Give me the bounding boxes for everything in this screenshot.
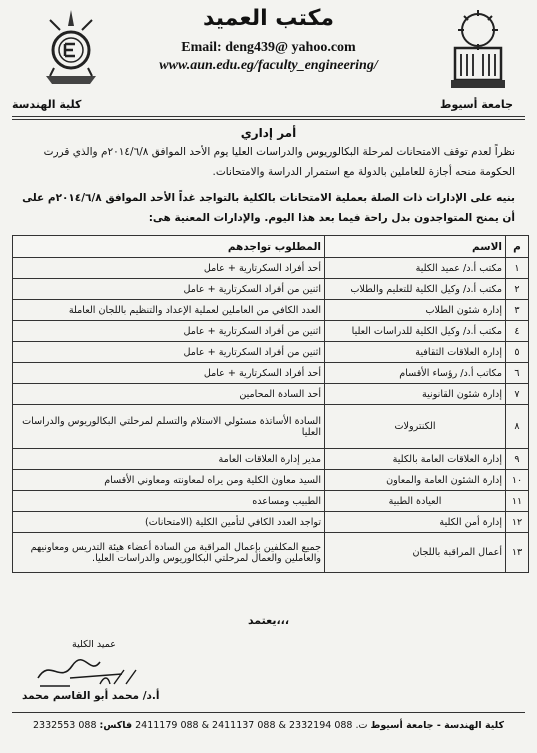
header-required: المطلوب تواجدهم bbox=[13, 236, 325, 258]
footer-divider bbox=[12, 712, 525, 713]
closing-text: يعتمد،،، bbox=[247, 614, 290, 627]
intro-paragraph: نظراً لعدم توقف الامتحانات لمرحلة البكالوريوس والدراسات العليا يوم الأحد الموافق ٢٠١٤/٦/٨م والذي قررت الحكومة منحه أجازة للعاملين بالدولة مع استمرار الدراسة والامتحانات. bbox=[43, 146, 515, 178]
row-required: اثنين من أفراد السكرتارية + عامل bbox=[13, 279, 325, 300]
table-row bbox=[13, 449, 529, 470]
row-name: إدارة الشئون العامة والمعاون bbox=[325, 470, 506, 491]
row-num: ٥ bbox=[506, 342, 529, 363]
row-num: ١ bbox=[506, 258, 529, 279]
row-required: أحد أفراد السكرتارية + عامل bbox=[13, 258, 325, 279]
row-num: ٤ bbox=[506, 321, 529, 342]
footer-fax-label: فاكس: bbox=[99, 720, 133, 731]
row-required: السيد معاون الكلية ومن يراه لمعاونته ومعاوني الأقسام bbox=[13, 470, 325, 491]
row-num: ١١ bbox=[506, 491, 529, 512]
row-required: اثنين من أفراد السكرتارية + عامل bbox=[13, 342, 325, 363]
row-num: ١٢ bbox=[506, 512, 529, 533]
row-required: أحد السادة المحامين bbox=[13, 384, 325, 405]
office-title: مكتب العميد bbox=[202, 6, 334, 31]
table-row bbox=[13, 470, 529, 491]
table-row bbox=[13, 405, 529, 449]
row-required: اثنين من أفراد السكرتارية + عامل bbox=[13, 321, 325, 342]
row-num: ٣ bbox=[506, 300, 529, 321]
row-num: ٦ bbox=[506, 363, 529, 384]
header-name: الاسم bbox=[325, 236, 506, 258]
table-row bbox=[13, 384, 529, 405]
row-name: مكتب أ.د/ وكيل الكلية للدراسات العليا bbox=[325, 321, 506, 342]
table-row bbox=[13, 279, 529, 300]
row-required: مدير إدارة العلاقات العامة bbox=[13, 449, 325, 470]
table-row bbox=[13, 321, 529, 342]
dean-label: عميد الكلية bbox=[72, 639, 116, 650]
row-name: إدارة العلاقات الثقافية bbox=[325, 342, 506, 363]
faculty-label: كلية الهندسة bbox=[12, 98, 82, 111]
row-required: جميع المكلفين بإعمال المراقبة من السادة أعضاء هيئة التدريس ومعاونيهم والعاملين والعمال لمرحلتي البكالوريوس والدراسات العليا. bbox=[13, 533, 325, 573]
row-num: ١٠ bbox=[506, 470, 529, 491]
row-required: السادة الأساتذة مسئولي الاستلام والتسلم لمرحلتي البكالوريوس والدراسات العليا bbox=[13, 405, 325, 449]
header-divider bbox=[12, 116, 525, 117]
row-name: أعمال المراقبة باللجان bbox=[325, 533, 506, 573]
table-row bbox=[13, 363, 529, 384]
row-name: إدارة شئون الطلاب bbox=[325, 300, 506, 321]
row-num: ٨ bbox=[506, 405, 529, 449]
row-required: تواجد العدد الكافي لتأمين الكلية (الامتحانات) bbox=[13, 512, 325, 533]
footer-faculty: كلية الهندسة - جامعة أسيوط bbox=[370, 720, 504, 731]
table-row bbox=[13, 491, 529, 512]
table-row bbox=[13, 512, 529, 533]
row-required: الطبيب ومساعده bbox=[13, 491, 325, 512]
table-row bbox=[13, 533, 529, 573]
footer-phones: ت. 088 2332194 & 088 2411137 & 088 2411179 bbox=[135, 720, 368, 731]
row-num: ١٣ bbox=[506, 533, 529, 573]
row-name: العيادة الطبية bbox=[325, 491, 506, 512]
email-line: Email: deng439@ yahoo.com bbox=[181, 40, 356, 55]
row-name: مكتب أ.د/ وكيل الكلية للتعليم والطلاب bbox=[325, 279, 506, 300]
footer bbox=[0, 720, 537, 731]
row-name: مكتب أ.د/ عميد الكلية bbox=[325, 258, 506, 279]
row-num: ٧ bbox=[506, 384, 529, 405]
website-line: www.aun.edu.eg/faculty_engineering/ bbox=[159, 58, 378, 73]
departments-table bbox=[12, 235, 529, 573]
row-name: إدارة أمن الكلية bbox=[325, 512, 506, 533]
handwritten-signature bbox=[30, 648, 150, 692]
header-num: م bbox=[506, 236, 529, 258]
row-name: الكنترولات bbox=[325, 405, 506, 449]
row-num: ٩ bbox=[506, 449, 529, 470]
instruction-paragraph: بنيه على الإدارات ذات الصلة بعملية الامتحانات بالكلية بالتواجد غداً الأحد الموافق ٢٠١٤/٦/٨م على أن يمنح المتواجدون بدل راحة فيما بعد هذا اليوم. والإدارات المعنية هى: bbox=[22, 192, 515, 224]
table-row bbox=[13, 258, 529, 279]
order-title: أمر إداري bbox=[240, 126, 297, 140]
row-required: أحد أفراد السكرتارية + عامل bbox=[13, 363, 325, 384]
row-required: العدد الكافي من العاملين لعملية الإعداد والتنظيم باللجان العاملة bbox=[13, 300, 325, 321]
row-name: إدارة العلاقات العامة بالكلية bbox=[325, 449, 506, 470]
dean-name: أ.د/ محمد أبو القاسم محمد bbox=[22, 690, 160, 702]
footer-fax: 088 2332553 bbox=[33, 720, 97, 731]
table-header-row bbox=[13, 236, 529, 258]
university-label: جامعة أسيوط bbox=[440, 98, 513, 111]
table-row bbox=[13, 300, 529, 321]
table-row bbox=[13, 342, 529, 363]
row-num: ٢ bbox=[506, 279, 529, 300]
row-name: إدارة شئون القانونية bbox=[325, 384, 506, 405]
row-name: مكاتب أ.د/ رؤساء الأقسام bbox=[325, 363, 506, 384]
header-divider-secondary bbox=[12, 119, 525, 120]
